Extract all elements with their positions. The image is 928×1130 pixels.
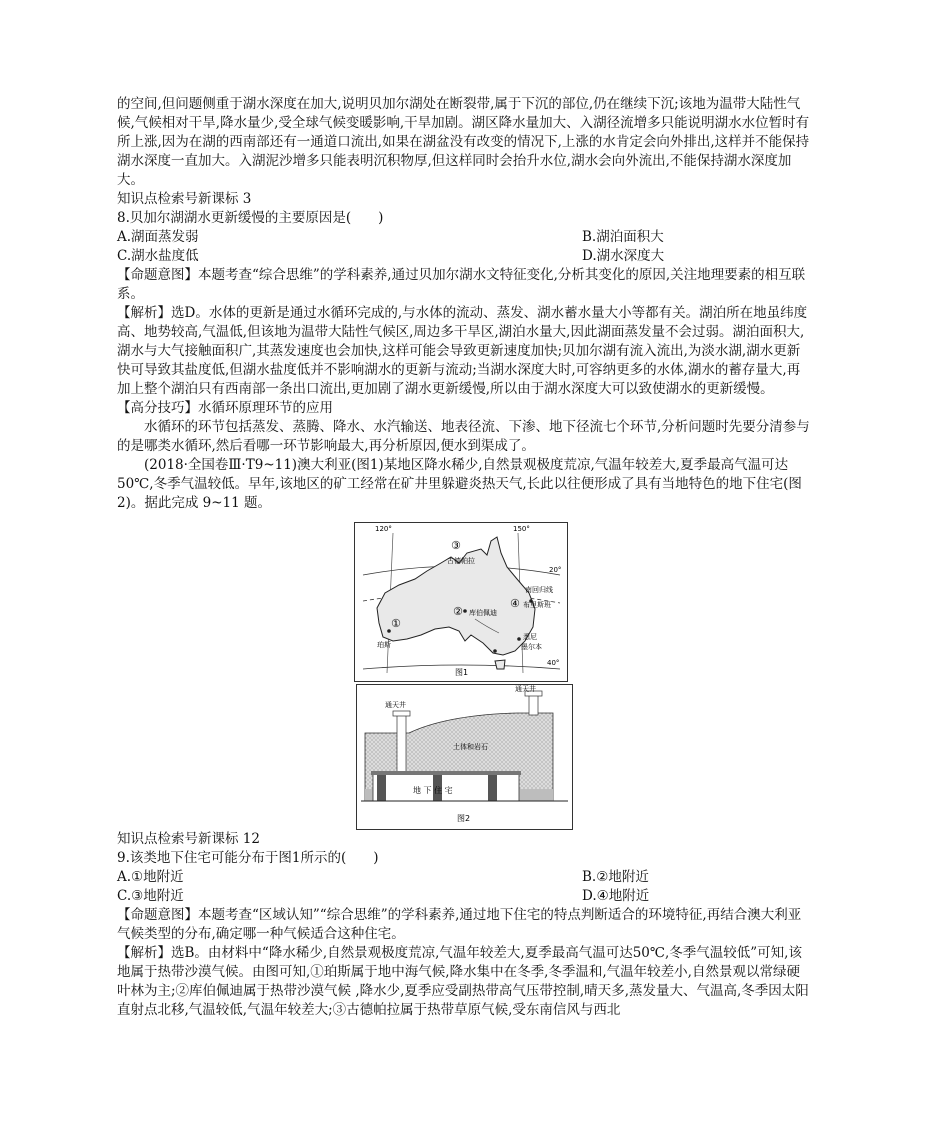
index-note: 知识点检索号新课标 12 [117, 831, 260, 847]
paragraph-answer-continuation: 的空间,但问题侧重于湖水深度在加大,说明贝加尔湖处在断裂带,属于下沉的部位,仍在继续下沉;该地为温带大陆性气候,气候相对干旱,降水量少,受全球气候变暖影响,干旱加剧。湖区降水量加大、入湖径流增多只能说明湖水水位暂时有所上涨,因为在湖的西南部还有一通道口流出,如果在湖盆没有改变的情况下,上涨的水肯定会向外排出,这样并不能保持湖水深度一直加大。入湖泥沙增多只能表明沉积物厚,但这样同时会抬升水位,湖水会向外流出,不能保持湖水深度加大。 [117, 96, 810, 188]
document-page [117, 95, 810, 1020]
tip-title: 【高分技巧】水循环原理环节的应用 [117, 400, 333, 416]
marker-4: ④ [510, 597, 520, 610]
shaft-left-label: 通天井 [385, 701, 406, 709]
marker-1: ① [391, 617, 401, 630]
question-8-options-row2 [117, 247, 810, 266]
city-posi: 珀斯 [377, 641, 391, 649]
marker-3: ③ [451, 539, 461, 552]
figure-1-map [354, 522, 568, 682]
figure-1-caption: 图1 [455, 668, 469, 677]
option-a: A.①地附近 [117, 869, 184, 885]
figure-2-house [356, 684, 573, 830]
question-9-options-row1 [117, 868, 810, 887]
question-9-options-row2 [117, 887, 810, 906]
option-a: A.湖面蒸发弱 [117, 229, 199, 245]
city-gudepala: 古德帕拉 [447, 557, 475, 565]
option-d: D.④地附近 [582, 888, 650, 904]
question-8-intent: 【命题意图】本题考查“综合思维”的学科素养,通过贝加尔湖水文特征变化,分析其变化的原因,关注地理要素的相互联系。 [117, 267, 806, 302]
option-b: B.湖泊面积大 [582, 229, 664, 245]
lat-20-label: 20° [549, 566, 562, 574]
lat-40-label: 40° [547, 659, 560, 667]
soil-label: 土体和岩石 [453, 743, 488, 751]
city-xini: 悉尼 [523, 633, 537, 641]
question-9-intent: 【命题意图】本题考查“区域认知”“综合思维”的学科素养,通过地下住宅的特点判断适合的环境特征,再结合澳大利亚气候类型的分布,确定哪一种气候适合这种住宅。 [117, 907, 802, 942]
option-c: C.③地附近 [117, 888, 184, 904]
city-molubo: 墨尔本 [521, 643, 542, 651]
city-bulisiban: 布里斯班 [523, 601, 551, 609]
tropic-label: 南回归线 [525, 586, 553, 594]
city-kubopidi: 库伯佩迪 [469, 609, 497, 617]
lon-150-label: 150° [513, 525, 530, 533]
shaft-right-label: 通天井 [515, 685, 536, 693]
marker-2: ② [453, 605, 463, 618]
residence-label: 地 下 住 宅 [413, 786, 453, 795]
question-9-stem: 9.该类地下住宅可能分布于图1所示的( ) [117, 850, 379, 866]
option-b: B.②地附近 [582, 869, 649, 885]
question-8-analysis: 【解析】选D。水体的更新是通过水循环完成的,与水体的流动、蒸发、湖水蓄水量大小等都有关。湖泊所在地虽纬度高、地势较高,气温低,但该地为温带大陆性气候区,周边多干旱区,湖泊水量大,因此湖面蒸发量不会过弱。湖泊面积大,湖水与大气接触面积广,其蒸发速度也会加快,这样可能会导致更新速度加快;贝加尔湖有流入流出,为淡水湖,湖水更新快可导致其盐度低,但湖水盐度低并不影响湖水的更新与流动;当湖水深度大时,可容纳更多的水体,湖水的蓄存量大,再加上整个湖泊只有西南部一条出口流出,更加剧了湖水更新缓慢,所以由于湖水深度大可以致使湖水的更新缓慢。 [117, 305, 808, 397]
question-9-analysis: 【解析】选B。由材料中“降水稀少,自然景观极度荒凉,气温年较差大,夏季最高气温可达50℃,冬季气温较低”可知,该地属于热带沙漠气候。由图可知,①珀斯属于地中海气候,降水集中在冬季,冬季温和,气温年较差小,自然景观以常绿硬叶林为主;②库伯佩迪属于热带沙漠气候 ,降水少,夏季应受副热带高气压带控制,晴天多,蒸发量大、气温高,冬季因太阳直射点北移,气温较低,气温年较差大;③古德帕拉属于热带草原气候,受东南信风与西北 [117, 945, 809, 1018]
figure-2-caption: 图2 [457, 814, 471, 823]
question-8-stem: 8.贝加尔湖湖水更新缓慢的主要原因是( ) [117, 210, 384, 226]
stimulus-material: (2018·全国卷Ⅲ·T9~11)澳大利亚(图1)某地区降水稀少,自然景观极度荒凉,气温年较差大,夏季最高气温可达50℃,冬季气温较低。早年,该地区的矿工经常在矿井里躲避炎热天气,长此以往便形成了具有当地特色的地下住宅(图2)。据此完成 9~11 题。 [117, 457, 802, 511]
index-note: 知识点检索号新课标 3 [117, 191, 252, 207]
option-c: C.湖水盐度低 [117, 248, 199, 264]
question-8-options-row1 [117, 228, 810, 247]
option-d: D.湖水深度大 [582, 248, 665, 264]
tip-body: 水循环的环节包括蒸发、蒸腾、降水、水汽输送、地表径流、下渗、地下径流七个环节,分析问题时先要分清参与的是哪类水循环,然后看哪一环节影响最大,再分析原因,便水到渠成了。 [117, 419, 810, 454]
lon-120-label: 120° [375, 525, 392, 533]
